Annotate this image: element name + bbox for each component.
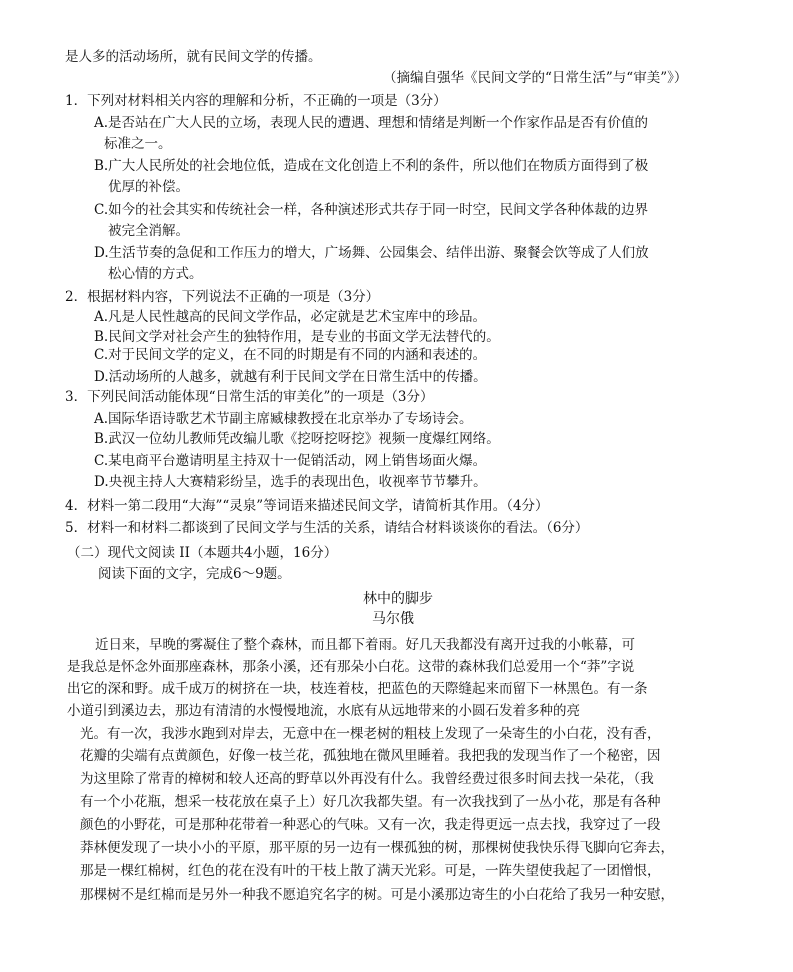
- q2-option-a: A.凡是人民性越高的民间文学作品，必定就是艺术宝库中的珍品。: [94, 309, 487, 325]
- q1-option-d-cont: 松心情的方式。: [108, 266, 203, 282]
- q3-option-a: A.国际华语诗歌艺术节副主席臧棣教授在北京举办了专场诗会。: [94, 411, 473, 427]
- q3-option-c: C.某电商平台邀请明星主持双十一促销活动，网上销售场面火爆。: [94, 453, 487, 469]
- section-heading: （二）现代文阅读 II（本题共4小题，16分）: [67, 545, 338, 561]
- story-author: 马尔俄: [372, 611, 414, 627]
- body-line: 那是一棵红棉树，红色的花在没有叶的干枝上散了满天光彩。可是，一阵失望使我起了一团憎恨，: [80, 863, 661, 879]
- q1-option-a: A.是否站在广大人民的立场，表现人民的遭遇、理想和情绪是判断一个作家作品是否有价值的: [94, 115, 649, 131]
- q1-option-b-cont: 优厚的补偿。: [108, 179, 189, 195]
- q2-option-b: B.民间文学对社会产生的独特作用，是专业的书面文学无法替代的。: [94, 329, 500, 345]
- q1-option-a-cont: 标准之一。: [104, 136, 172, 152]
- q1-option-b: B.广大人民所处的社会地位低，造成在文化创造上不利的条件，所以他们在物质方面得到了极: [94, 158, 649, 174]
- question-5: 5．材料一和材料二都谈到了民间文学与生活的关系，请结合材料谈谈你的看法。（6分）: [65, 520, 589, 536]
- q3-option-d: D.央视主持人大赛精彩纷呈，选手的表现出色，收视率节节攀升。: [94, 474, 487, 490]
- reading-instruction: 阅读下面的文字，完成6～9题。: [98, 566, 291, 582]
- body-line: 出它的深和野。成千成万的树挤在一块，枝连着枝，把蓝色的天際缝起来而留下一林黑色。有一条: [67, 681, 648, 697]
- body-line: 莽林便发现了一块小小的平原，那平原的另一边有一棵孤独的树，那棵树使我快乐得飞脚向它奔去，: [80, 840, 674, 856]
- body-line: 那棵树不是红棉而是另外一种我不愿追究名字的树。可是小溪那边寄生的小白花给了我另一种安慰，: [80, 887, 674, 903]
- body-line: 为这里除了常青的樟树和较人还高的野草以外再没有什么。我曾经费过很多时间去找一朵花，（我: [80, 771, 654, 787]
- story-title: 林中的脚步: [363, 591, 433, 607]
- body-line: 近日来，早晚的雾凝住了整个森林，而且都下着雨。好几天我都没有离开过我的小帐幕，可: [95, 637, 635, 653]
- q2-option-d: D.活动场所的人越多，就越有利于民间文学在日常生活中的传播。: [94, 369, 487, 385]
- body-line: 光。有一次，我涉水跑到对岸去，无意中在一棵老树的粗枝上发现了一朵寄生的小白花，没有香，: [80, 726, 661, 742]
- q1-option-c: C.如今的社会其实和传统社会一样，各种演述形式共存于同一时空，民间文学各种体裁的边界: [94, 202, 649, 218]
- q1-option-c-cont: 被完全消解。: [108, 223, 189, 239]
- question-4: 4．材料一第二段用“大海”“灵泉”等词语来描述民间文学，请简析其作用。（4分）: [65, 498, 549, 514]
- body-line: 花瓣的尖端有点黄颜色，好像一枝兰花，孤独地在微风里睡着。我把我的发现当作了一个秘密，因: [80, 748, 661, 764]
- question-1-stem: 1．下列对材料相关内容的理解和分析，不正确的一项是（3分）: [65, 93, 447, 109]
- question-2-stem: 2．根据材料内容，下列说法不正确的一项是（3分）: [65, 289, 380, 305]
- question-3-stem: 3．下列民间活动能体现“日常生活的审美化”的一项是（3分）: [65, 389, 434, 405]
- body-line: 小道引到溪边去，那边有清清的水慢慢地流，水底有从远地带来的小圆石发着多种的亮: [67, 703, 580, 719]
- body-line: 颜色的小野花，可是那种花带着一种恶心的气味。又有一次，我走得更远一点去找，我穿过了一段: [80, 817, 661, 833]
- body-line: 有一个小花瓶，想采一枝花放在桌子上）好几次我都失望。有一次我找到了一丛小花，那是有各种: [80, 794, 661, 810]
- intro-line: 是人多的活动场所，就有民间文学的传播。: [65, 49, 322, 65]
- q1-option-d: D.生活节奏的急促和工作压力的增大，广场舞、公园集会、结伴出游、聚餐会饮等成了人们放: [94, 245, 649, 261]
- q3-option-b: B.武汉一位幼儿教师凭改编儿歌《挖呀挖呀挖》视频一度爆红网络。: [94, 431, 500, 447]
- source-citation: （摘编自强华《民间文学的“日常生活”与“审美”》）: [383, 70, 688, 86]
- body-line: 是我总是怀念外面那座森林，那条小溪，还有那朵小白花。这带的森林我们总爱用一个“莽”字说: [67, 659, 635, 675]
- q2-option-c: C.对于民间文学的定义，在不同的时期是有不同的内涵和表述的。: [94, 347, 487, 363]
